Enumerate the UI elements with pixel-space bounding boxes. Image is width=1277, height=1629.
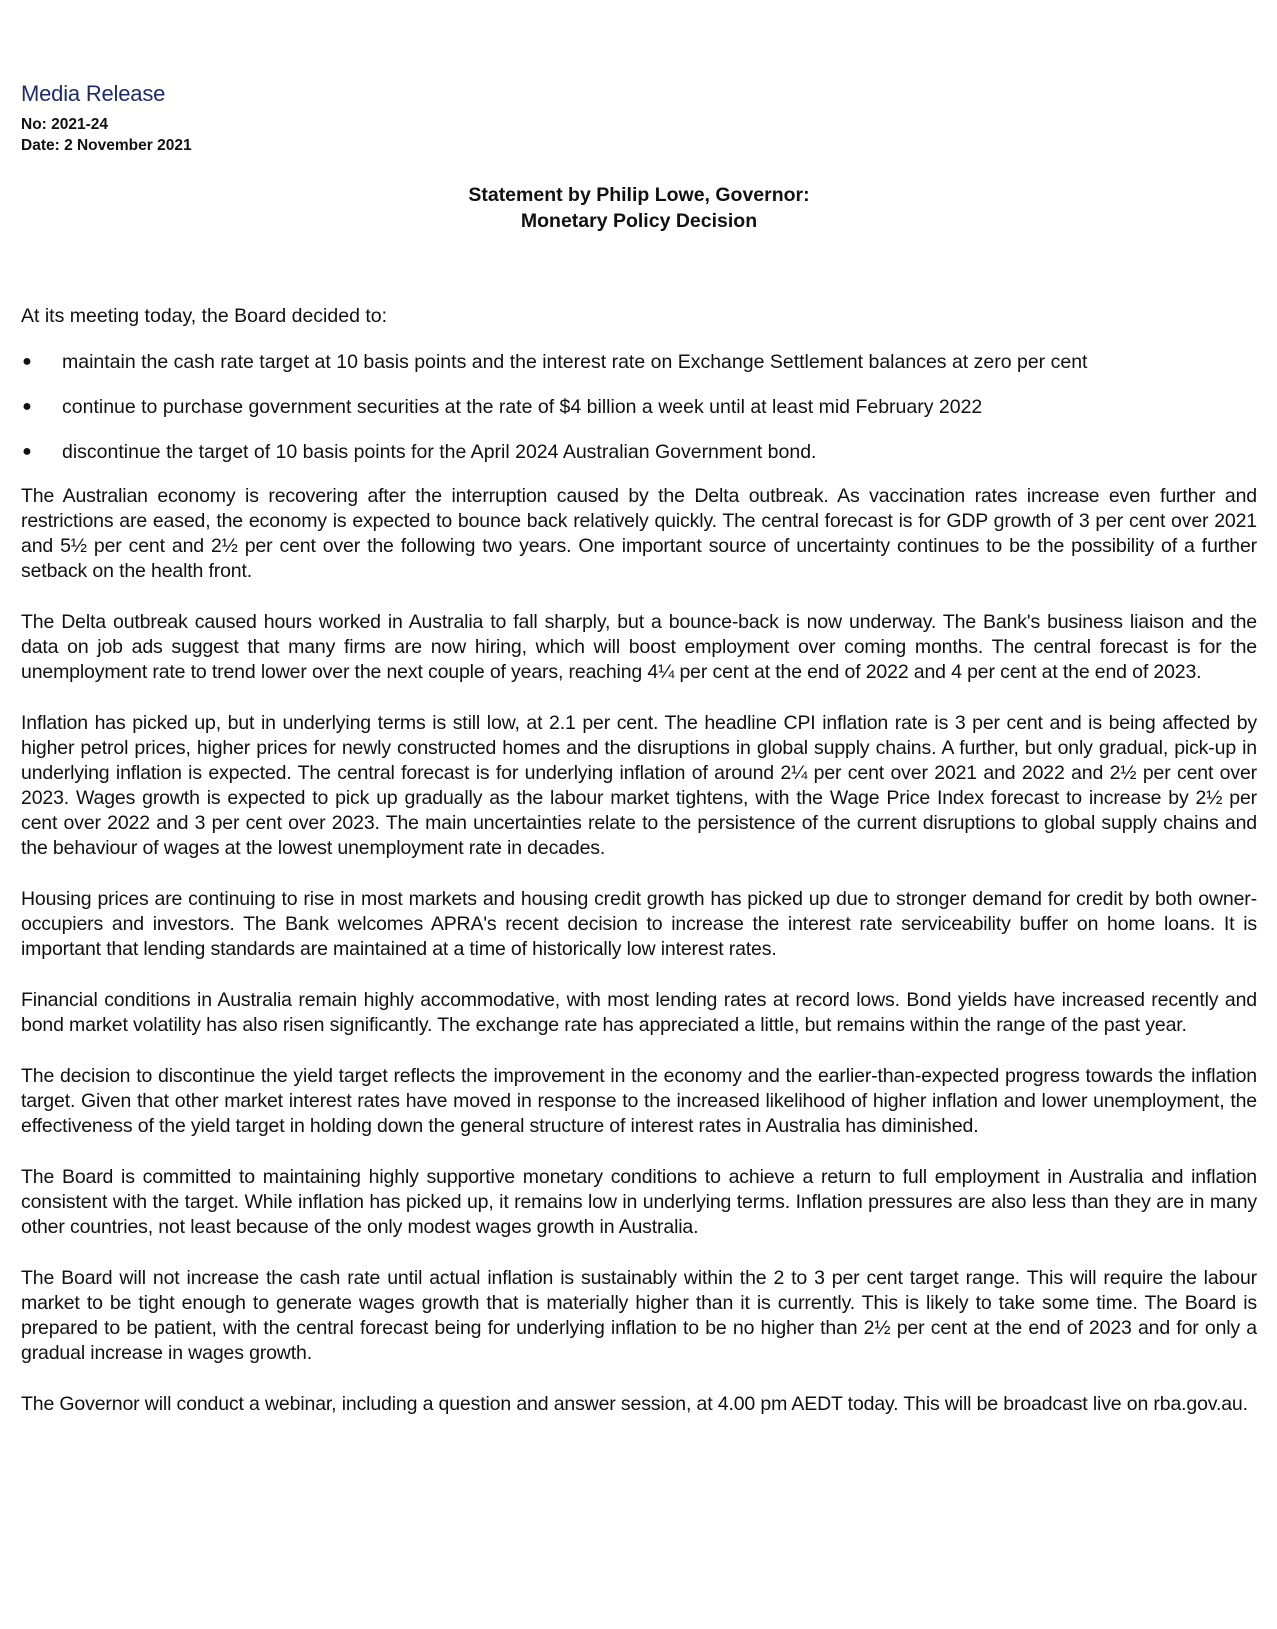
body-paragraph: The decision to discontinue the yield target reflects the improvement in the economy and the earlier-than-expected progress towards the inflation target. Given that other market interest rates have moved in response to the increased likelihood of higher inflation and lower unemployment, the effectiveness of the yield target in holding down the general structure of interest rates in Australia has diminished. xyxy=(21,1065,1257,1137)
release-number: No: 2021-24 xyxy=(21,116,109,133)
body-paragraph: The Delta outbreak caused hours worked in Australia to fall sharply, but a bounce-back is now underway. The Bank's business liaison and the data on job ads suggest that many firms are now hiring, which will boost employment over coming months. The central forecast is for the unemployment rate to trend lower over the next couple of years, reaching 4¼ per cent at the end of 2022 and 4 per cent at the end of 2023. xyxy=(21,611,1257,683)
decision-item xyxy=(21,439,1257,465)
decision-item xyxy=(21,394,1257,420)
statement-heading xyxy=(21,182,1257,234)
bullet-icon: ● xyxy=(22,443,32,460)
body-paragraph: Financial conditions in Australia remain highly accommodative, with most lending rates at record lows. Bond yields have increased recently and bond market volatility has also risen significantly. The exchange rate has appreciated a little, but remains within the range of the past year. xyxy=(21,989,1257,1036)
bullet-icon: ● xyxy=(22,353,32,370)
statement-title: Statement by Philip Lowe, Governor: xyxy=(468,184,810,206)
document-page xyxy=(21,80,1257,1443)
bullet-icon: ● xyxy=(22,398,32,415)
decision-item-text: discontinue the target of 10 basis points for the April 2024 Australian Government bond. xyxy=(62,441,817,463)
release-meta xyxy=(21,114,1257,156)
statement-body xyxy=(21,484,1257,1417)
decision-item-text: maintain the cash rate target at 10 basis points and the interest rate on Exchange Settlement balances at zero per cent xyxy=(62,351,1088,373)
intro-text: At its meeting today, the Board decided to: xyxy=(21,305,388,327)
release-date: Date: 2 November 2021 xyxy=(21,137,192,154)
body-paragraph: Housing prices are continuing to rise in most markets and housing credit growth has picked up due to stronger demand for credit by both owner-occupiers and investors. The Bank welcomes APRA's recent decision to increase the interest rate serviceability buffer on home loans. It is important that lending standards are maintained at a time of historically low interest rates. xyxy=(21,888,1257,960)
decision-list xyxy=(21,349,1257,465)
body-paragraph: The Board will not increase the cash rate until actual inflation is sustainably within the 2 to 3 per cent target range. This will require the labour market to be tight enough to generate wages growth that is materially higher than it is currently. This is likely to take some time. The Board is prepared to be patient, with the central forecast being for underlying inflation to be no higher than 2½ per cent at the end of 2023 and for only a gradual increase in wages growth. xyxy=(21,1267,1257,1364)
statement-subtitle: Monetary Policy Decision xyxy=(520,210,758,232)
body-paragraph: The Australian economy is recovering after the interruption caused by the Delta outbreak. As vaccination rates increase even further and restrictions are eased, the economy is expected to bounce back relatively quickly. The central forecast is for GDP growth of 3 per cent over 2021 and 5½ per cent and 2½ per cent over the following two years. One important source of uncertainty continues to be the possibility of a further setback on the health front. xyxy=(21,485,1257,582)
body-paragraph: Inflation has picked up, but in underlying terms is still low, at 2.1 per cent. The headline CPI inflation rate is 3 per cent and is being affected by higher petrol prices, higher prices for newly constructed homes and the disruptions in global supply chains. A further, but only gradual, pick-up in underlying inflation is expected. The central forecast is for underlying inflation of around 2¼ per cent over 2021 and 2022 and 2½ per cent over 2023. Wages growth is expected to pick up gradually as the labour market tightens, with the Wage Price Index forecast to increase by 2½ per cent over 2022 and 3 per cent over 2023. The main uncertainties relate to the persistence of the current disruptions to global supply chains and the behaviour of wages at the lowest unemployment rate in decades. xyxy=(21,712,1257,859)
body-paragraph: The Board is committed to maintaining highly supportive monetary conditions to achieve a return to full employment in Australia and inflation consistent with the target. While inflation has picked up, it remains low in underlying terms. Inflation pressures are also less than they are in many other countries, not least because of the only modest wages growth in Australia. xyxy=(21,1166,1257,1238)
media-release-label: Media Release xyxy=(21,81,166,106)
body-paragraph: The Governor will conduct a webinar, including a question and answer session, at 4.00 pm AEDT today. This will be broadcast live on rba.gov.au. xyxy=(21,1393,1248,1415)
decision-item-text: continue to purchase government securities at the rate of $4 billion a week until at least mid February 2022 xyxy=(62,396,983,418)
decision-item xyxy=(21,349,1257,375)
